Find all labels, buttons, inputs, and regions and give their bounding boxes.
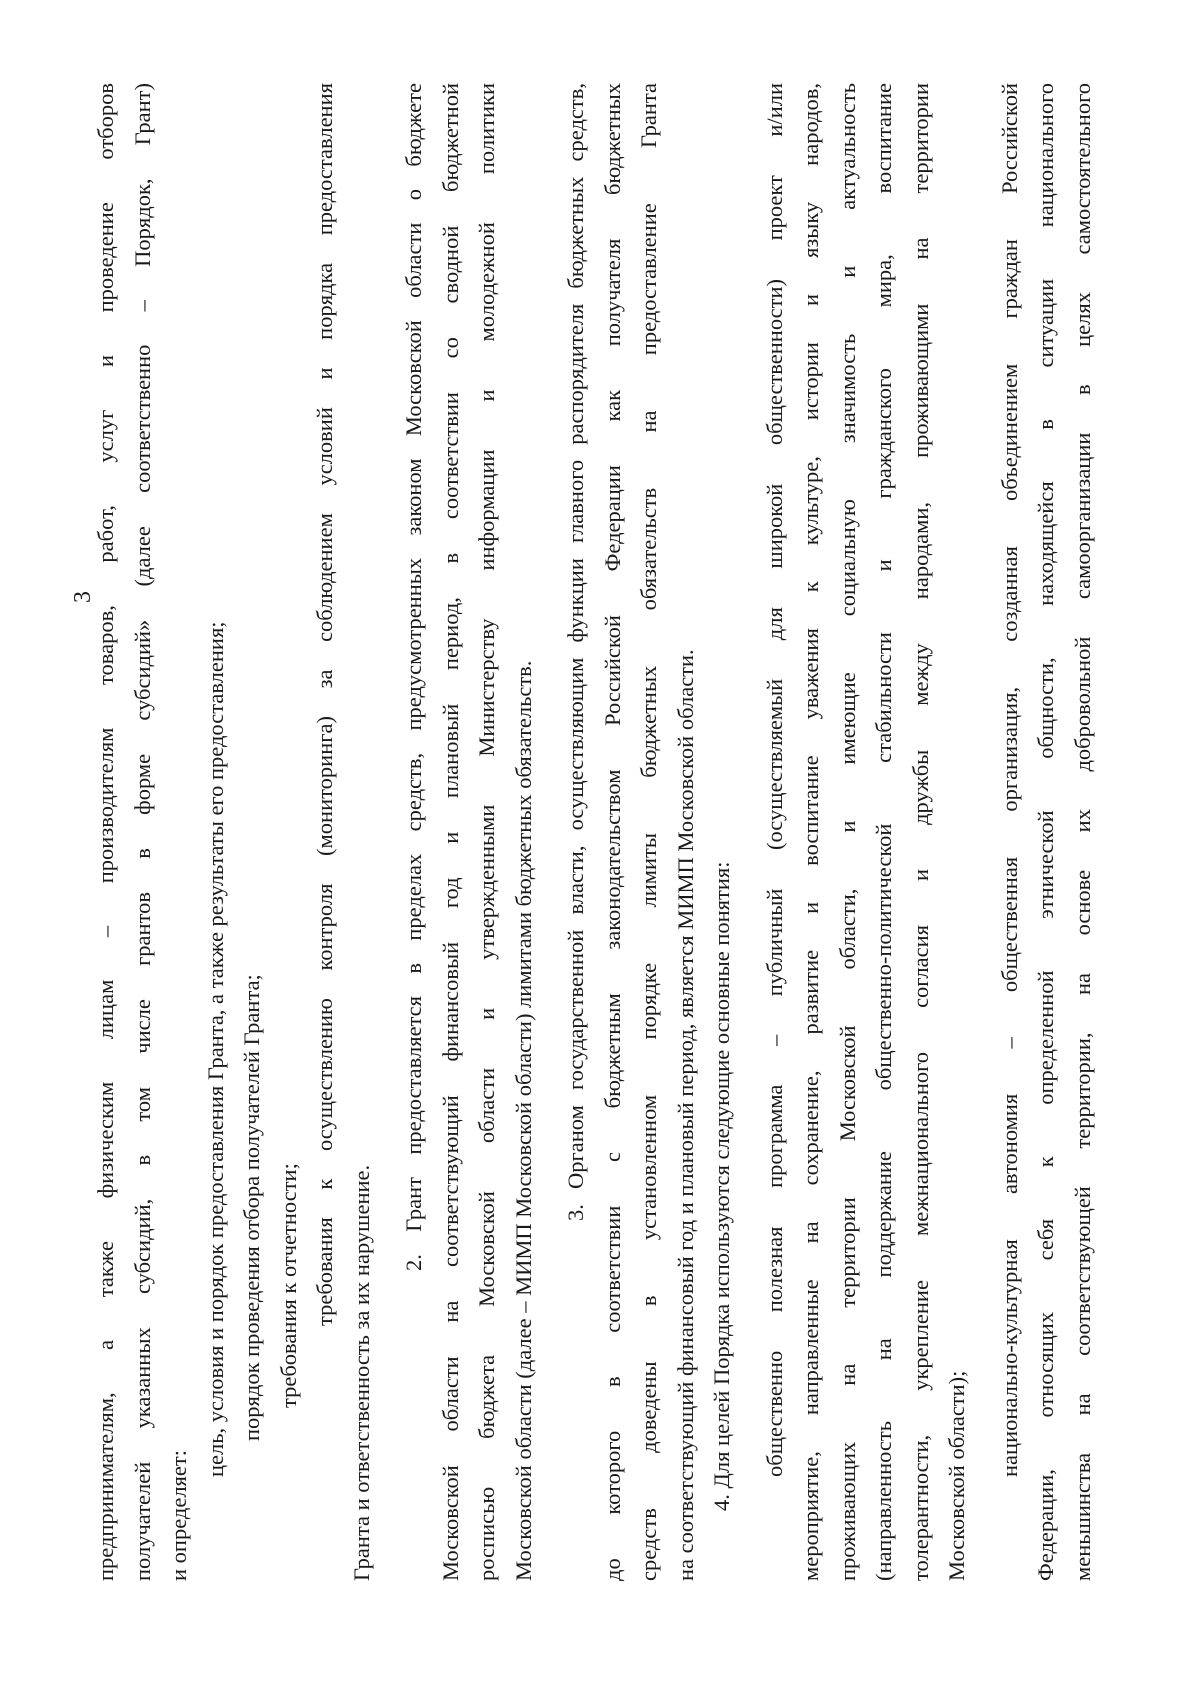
paragraph-gap [741, 83, 757, 1581]
text-line: Московской области (далее – МИМП Московской области) лимитами бюджетных обязательств. [510, 660, 536, 1581]
text-line: Федерации, относящих себя к определенной этнической общности, находящейся в ситуации национального [1033, 83, 1058, 1581]
text-line: росписью бюджета Московской области и утвержденными Министерству информации и молодежной политики [474, 83, 499, 1581]
text-line: общественно полезная программа – публичный (осуществляемый для широкой общественности) проект и/или [761, 83, 787, 1477]
text-line: на соответствующий финансовый год и плановый период, является МИМП Московской области. [672, 649, 698, 1581]
text-line: (направленность на поддержание общественно-политической стабильности и гражданского мира, воспитание [871, 83, 896, 1581]
paragraph-gap [542, 83, 558, 1581]
text-line: предпринимателям, а также физическим лицам – производителям товаров, работ, услуг и проведение отборов [93, 83, 118, 1581]
paragraph-gap [380, 83, 396, 1581]
text-line: цель, условия и порядок предоставления Гранта, а также результаты его предоставления; [202, 621, 228, 1477]
text-line: и определяет: [166, 1450, 191, 1581]
text-line: меньшинства на соответствующей территории, на основе их добровольной самоорганизации в целях самостоятельного [1069, 83, 1095, 1581]
text-line: 2. Грант предоставляется в пределах средств, предусмотренных законом Московской области о бюджете [401, 83, 426, 1271]
text-line: средств доведены в установленном порядке лимиты бюджетных обязательств на предоставление Гранта [636, 83, 661, 1581]
text-line: проживающих на территории Московской области, и имеющие социальную значимость и актуальность [834, 83, 860, 1581]
text-line: требования к осуществлению контроля (мониторинга) за соблюдением условий и порядка предоставления [312, 83, 337, 1326]
text-line: 4. Для целей Порядка используются следующие основные понятия: [709, 861, 734, 1511]
page-number: 3 [70, 591, 96, 603]
text-line: Гранта и ответственность за их нарушение. [348, 1164, 374, 1581]
text-line: Московской области на соответствующий финансовый год и плановый период, в соответствии со сводной бюджетной [437, 83, 463, 1581]
text-line: мероприятие, направленные на сохранение, развитие и воспитание уважения к культуре, истории и языку народов, [798, 83, 823, 1581]
text-line: порядок проведения отбора получателей Гранта; [239, 974, 264, 1441]
text-line: получателей указанных субсидий, в том числе грантов в форме субсидий» (далее соответственно – Порядок, Грант) [129, 83, 155, 1581]
text-line: требования к отчетности; [275, 1163, 301, 1408]
text-line: до которого в соответствии с бюджетным законодательством Российской Федерации как получателя бюджетных [599, 83, 625, 1581]
text-line: Московской области); [944, 1370, 969, 1581]
text-line: национально-культурная автономия – общественная организация, созданная объединением граждан Российской [996, 83, 1022, 1477]
text-line: толерантности, укрепление межнационального согласия и дружбы между народами, проживающими на территории [907, 83, 933, 1581]
paragraph-gap [976, 83, 992, 1581]
text-line: 3. Органом государственной власти, осуществляющим функции главного распорядителя бюджетных средств, [563, 83, 588, 1221]
body-text [88, 83, 1101, 1581]
